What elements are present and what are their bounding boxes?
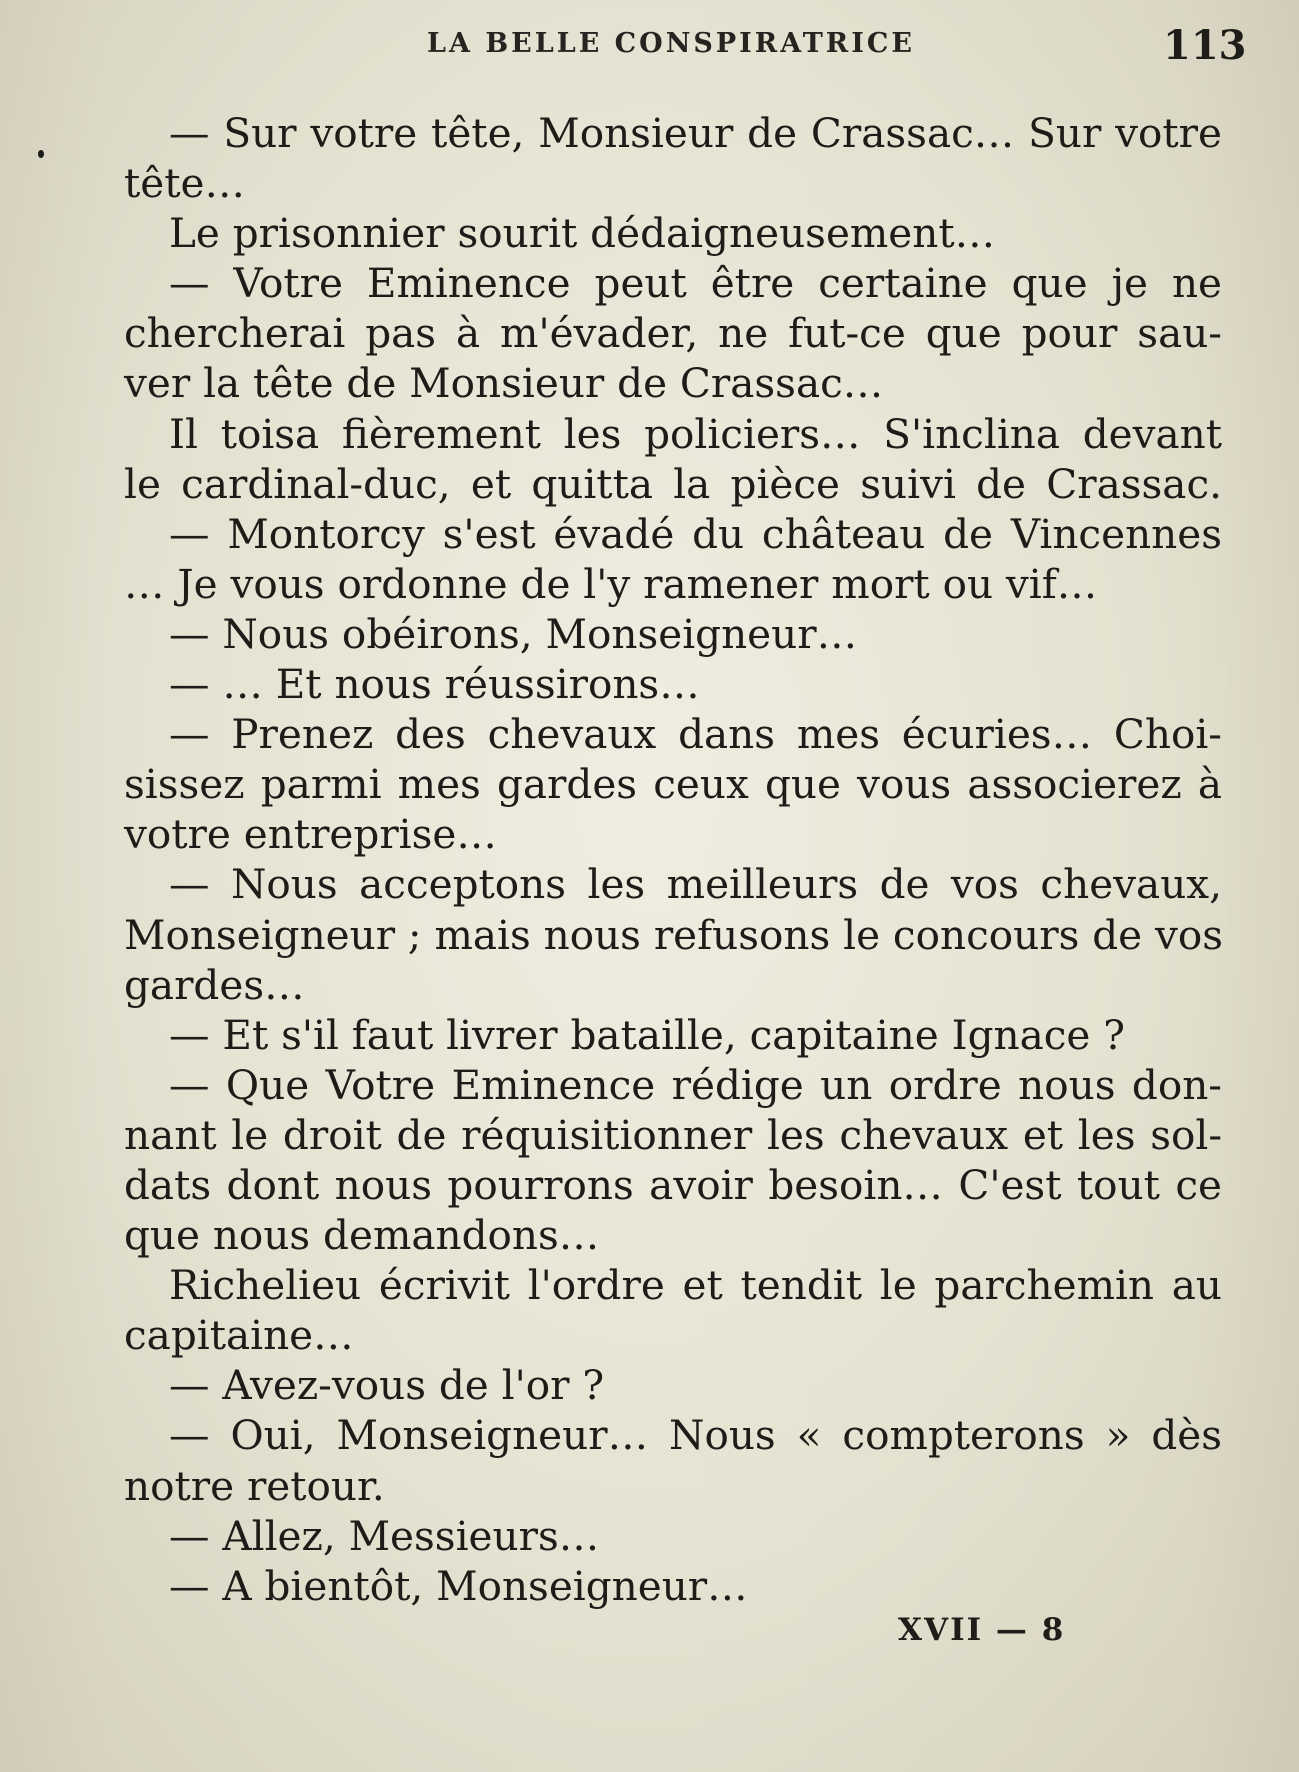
text-line: … Je vous ordonne de l'y ramener mort ou vif… [124, 559, 1098, 608]
text-line: — Nous acceptons les meilleurs de vos chevaux, [169, 860, 1222, 909]
text-line: tête… [124, 159, 245, 208]
text-line: nant le droit de réquisitionner les chevaux et les sol- [124, 1110, 1222, 1159]
text-line: chercherai pas à m'évader, ne fut-ce que pour sau- [124, 309, 1222, 358]
text-line: — A bientôt, Monseigneur… [169, 1561, 748, 1610]
text-line: — … Et nous réussirons… [169, 660, 700, 709]
text-line: Monseigneur ; mais nous refusons le concours de vos [124, 910, 1224, 959]
text-line: Il toisa fièrement les policiers… S'inclina devant [169, 409, 1222, 458]
text-line: — Avez-vous de l'or ? [169, 1361, 605, 1410]
text-line: notre retour. [124, 1461, 385, 1510]
ink-speck [38, 150, 44, 158]
text-line: — Et s'il faut livrer bataille, capitaine Ignace ? [169, 1010, 1125, 1059]
text-line: votre entreprise… [124, 810, 497, 859]
page-header [0, 22, 1299, 72]
running-title: LA BELLE CONSPIRATRICE [427, 28, 915, 59]
text-line: dats dont nous pourrons avoir besoin… C'est tout ce [124, 1160, 1222, 1209]
text-line: — Montorcy s'est évadé du château de Vincennes [169, 509, 1222, 558]
text-line: — Que Votre Eminence rédige un ordre nous don- [169, 1060, 1222, 1109]
text-line: — Nous obéirons, Monseigneur… [169, 609, 858, 658]
text-line: — Sur votre tête, Monsieur de Crassac… Sur votre [169, 109, 1222, 157]
text-line: le cardinal-duc, et quitta la pièce suivi de Crassac. [124, 459, 1222, 508]
signature-mark: XVII — 8 [898, 1612, 1066, 1648]
text-line: ver la tête de Monsieur de Crassac… [124, 359, 884, 408]
text-line: Richelieu écrivit l'ordre et tendit le parchemin au [169, 1261, 1222, 1310]
page-number: 113 [1163, 22, 1247, 69]
text-line: — Prenez des chevaux dans mes écuries… Choi- [169, 710, 1222, 759]
text-line: Le prisonnier sourit dédaigneusement… [169, 209, 996, 258]
text-line: que nous demandons… [124, 1211, 600, 1260]
text-line: — Allez, Messieurs… [169, 1511, 600, 1560]
body-text [124, 108, 1222, 1611]
text-line: gardes… [124, 960, 305, 1009]
text-line: — Votre Eminence peut être certaine que je ne [169, 259, 1222, 308]
text-line: sissez parmi mes gardes ceux que vous associerez à [124, 760, 1222, 809]
text-line: — Oui, Monseigneur… Nous « compterons » dès [169, 1411, 1222, 1460]
text-line: capitaine… [124, 1311, 354, 1360]
